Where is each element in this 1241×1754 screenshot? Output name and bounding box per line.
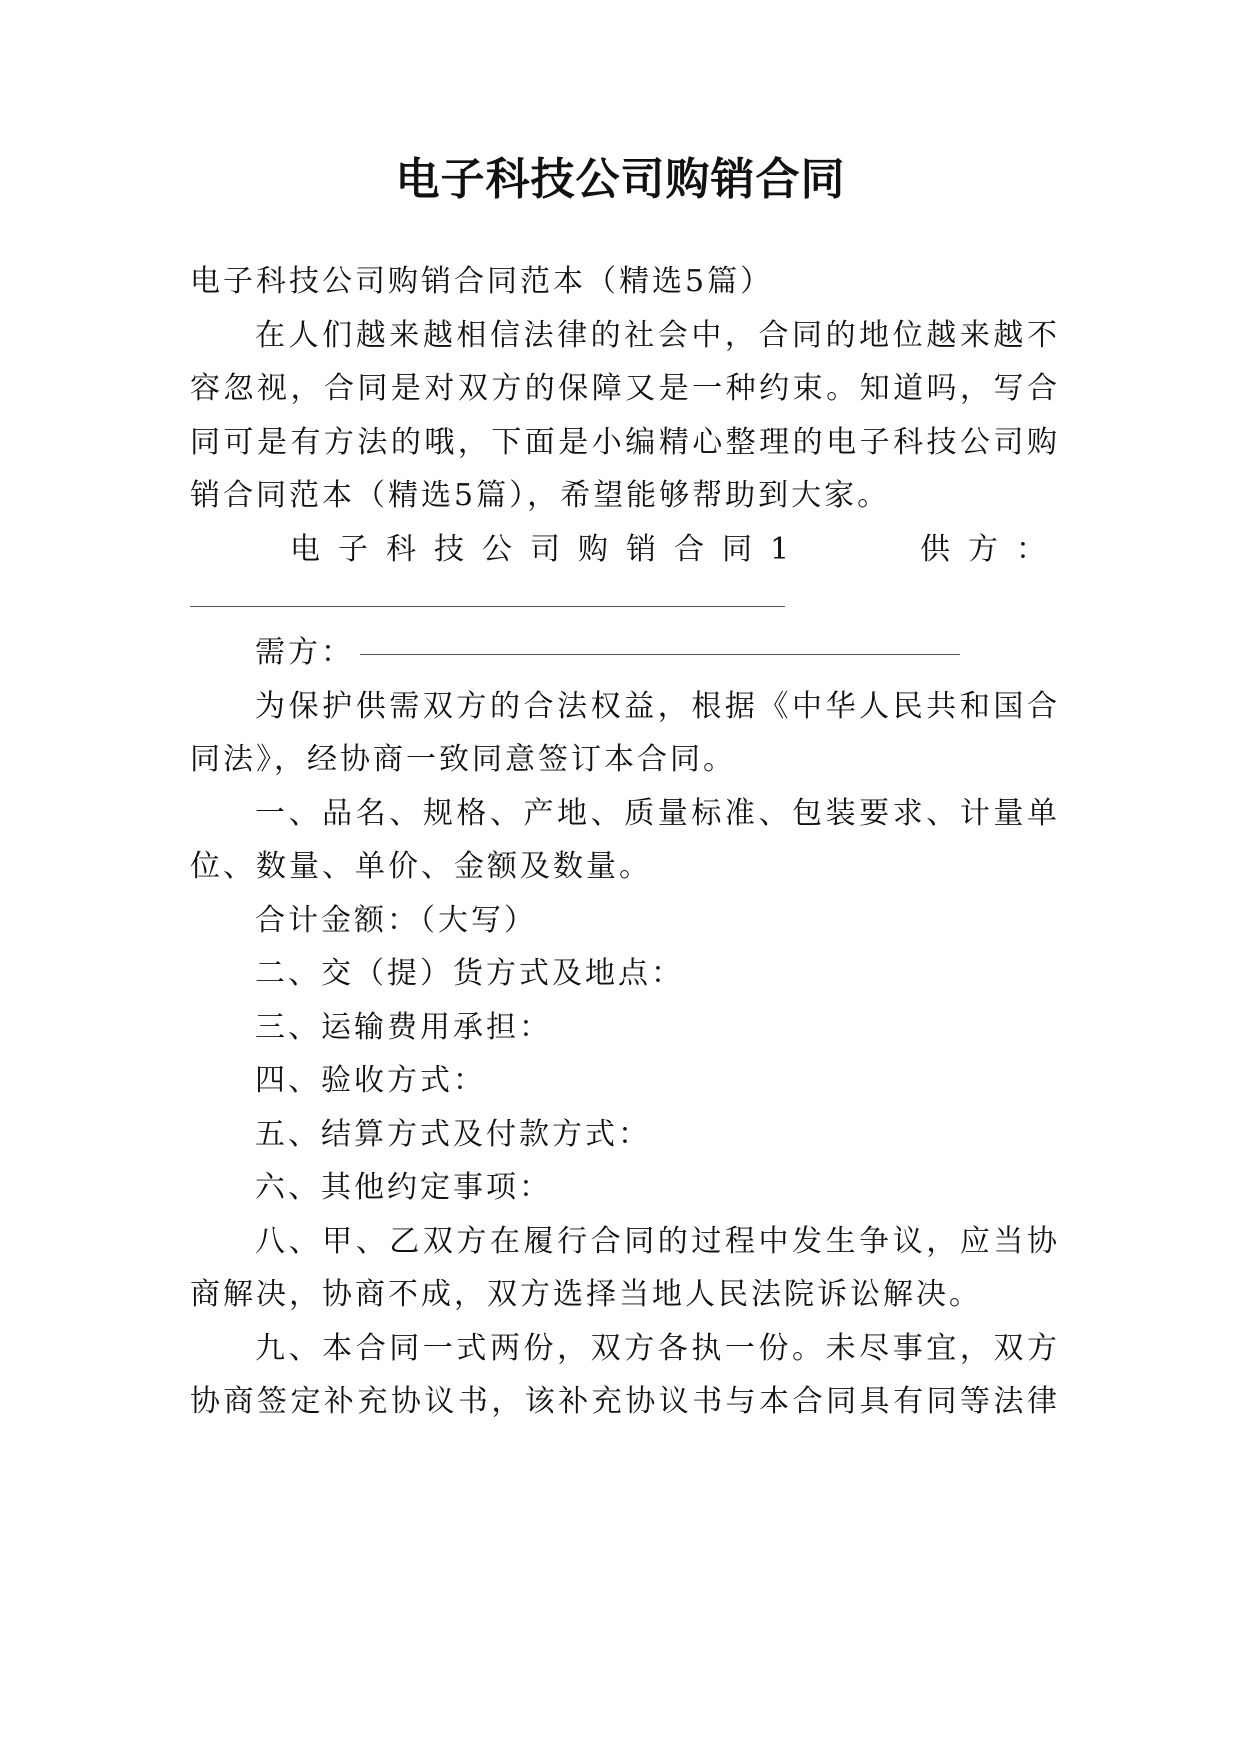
buyer-row [255,633,1060,673]
preamble-line-1: 为保护供需双方的合法权益，根据《中华人民共和国合 [255,689,1060,724]
intro-line-1: 在人们越来越相信法律的社会中，合同的地位越来越不 [255,318,1060,353]
section-heading: 电子科技公司购销合同1 [290,532,808,567]
intro-line-3: 同可是有方法的哦，下面是小编精心整理的电子科技公司购 [190,425,1060,460]
clause9-line-2: 协商签定补充协议书，该补充协议书与本合同具有同等法律 [190,1384,1060,1419]
clause-6: 六、其他约定事项： [255,1170,552,1205]
clause8-line-1: 八、甲、乙双方在履行合同的过程中发生争议，应当协 [255,1224,1060,1259]
intro-line-2: 容忽视，合同是对双方的保障又是一种约束。知道吗，写合 [190,371,1060,406]
supplier-blank-line [190,606,785,607]
supplier-label: 供方： [920,532,1064,567]
buyer-label: 需方： [255,635,354,670]
clause1-line-1: 一、品名、规格、产地、质量标准、包装要求、计量单 [255,796,1060,831]
clause-4: 四、验收方式： [255,1063,486,1098]
document-title: 电子科技公司购销合同 [395,154,846,205]
preamble-line-2: 同法》，经协商一致同意签订本合同。 [190,742,736,777]
clause8-line-2: 商解决，协商不成，双方选择当地人民法院诉讼解决。 [190,1277,982,1312]
intro-line-4: 销合同范本（精选5篇），希望能够帮助到大家。 [190,478,891,513]
total-amount: 合计金额：（大写） [255,903,537,938]
clause9-line-1: 九、本合同一式两份，双方各执一份。未尽事宜，双方 [255,1331,1060,1366]
buyer-blank-line [360,654,960,655]
clause1-line-2: 位、数量、单价、金额及数量。 [190,849,652,884]
clause-3: 三、运输费用承担： [255,1010,552,1045]
subtitle: 电子科技公司购销合同范本（精选5篇） [190,264,774,299]
clause-2: 二、交（提）货方式及地点： [255,956,684,991]
clause-5: 五、结算方式及付款方式： [255,1117,651,1152]
